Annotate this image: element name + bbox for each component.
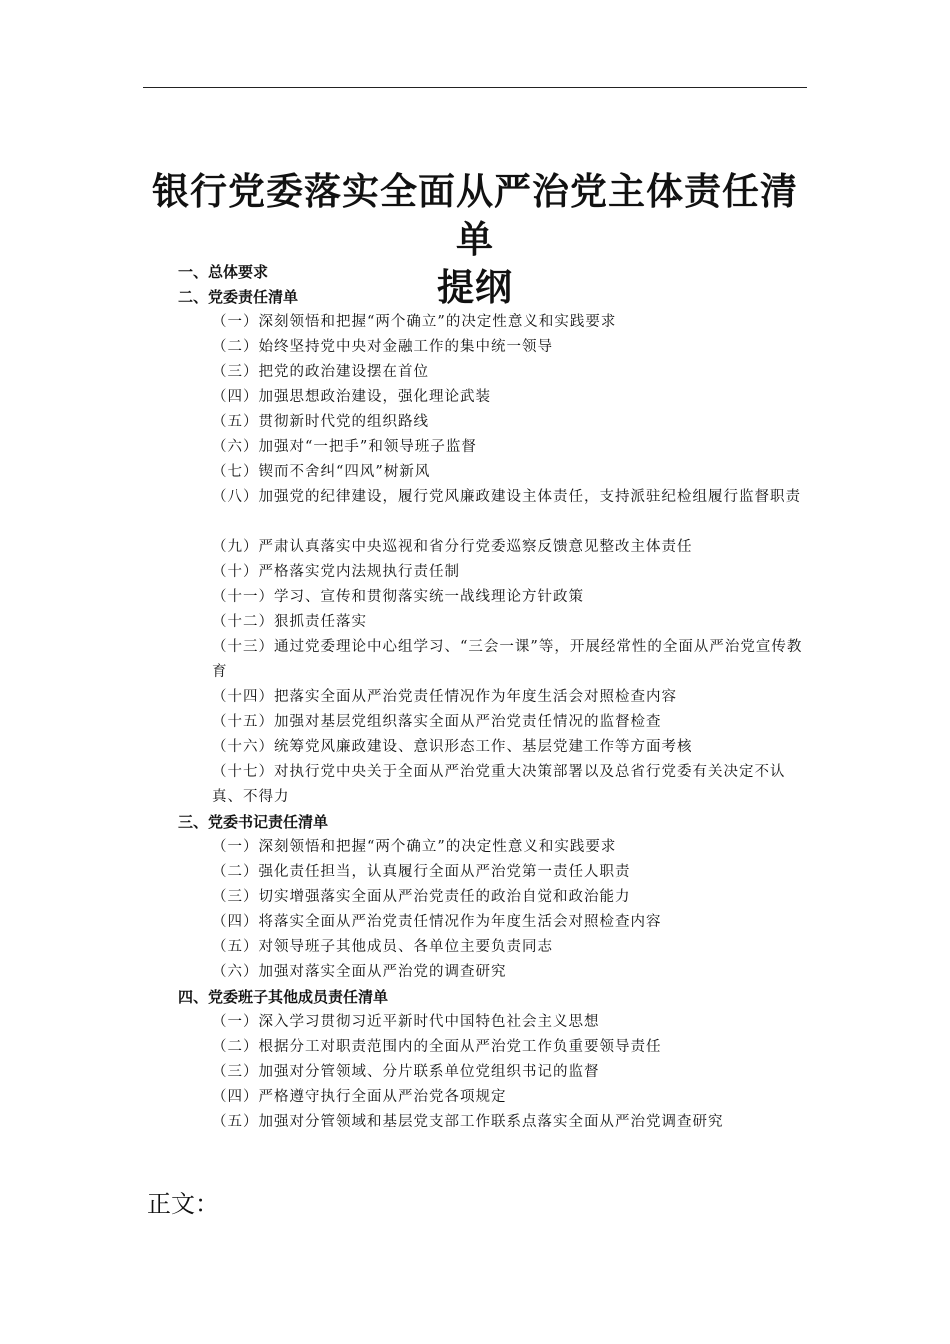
header-rule (143, 87, 807, 88)
list-item: （三）加强对分管领域、分片联系单位党组织书记的监督 (212, 1064, 600, 1080)
list-item: （一）深刻领悟和把握“两个确立”的决定性意义和实践要求 (212, 314, 617, 330)
list-item: （六）加强对落实全面从严治党的调查研究 (212, 964, 507, 980)
list-item: （十一）学习、宣传和贯彻落实统一战线理论方针政策 (212, 589, 584, 605)
list-item: （六）加强对“一把手”和领导班子监督 (212, 439, 477, 455)
body-label: 正文： (147, 1190, 219, 1218)
list-item: （三）把党的政治建设摆在首位 (212, 364, 429, 380)
list-item: （一）深刻领悟和把握“两个确立”的决定性意义和实践要求 (212, 839, 617, 855)
list-item: （九）严肃认真落实中央巡视和省分行党委巡察反馈意见整改主体责任 (212, 539, 693, 555)
list-item: （四）加强思想政治建设，强化理论武装 (212, 389, 491, 405)
list-item: （八）加强党的纪律建设，履行党风廉政建设主体责任，支持派驻纪检组履行监督职责 (212, 489, 801, 505)
section-heading: 二、党委责任清单 (178, 288, 299, 306)
list-item: （十六）统筹党风廉政建设、意识形态工作、基层党建工作等方面考核 (212, 739, 693, 755)
list-item: （五）贯彻新时代党的组织路线 (212, 414, 429, 430)
section-heading: 四、党委班子其他成员责任清单 (178, 988, 389, 1006)
list-item: （十四）把落实全面从严治党责任情况作为年度生活会对照检查内容 (212, 689, 677, 705)
list-item: （七）锲而不舍纠“四风”树新风 (212, 464, 431, 480)
list-item: （二）根据分工对职责范围内的全面从严治党工作负重要领导责任 (212, 1039, 662, 1055)
list-item: （十三）通过党委理论中心组学习、“三会一课”等，开展经常性的全面从严治党宣传教育 (212, 639, 803, 680)
list-item: （十五）加强对基层党组织落实全面从严治党责任情况的监督检查 (212, 714, 662, 730)
title-line-2: 提纲 (437, 266, 513, 309)
list-item: （五）加强对分管领域和基层党支部工作联系点落实全面从严治党调查研究 (212, 1114, 724, 1130)
title-line-1: 银行党委落实全面从严治党主体责任清单 (152, 170, 798, 261)
list-item: （十二）狠抓责任落实 (212, 614, 367, 630)
list-item: （一）深入学习贯彻习近平新时代中国特色社会主义思想 (212, 1014, 600, 1030)
list-item: （二）始终坚持党中央对金融工作的集中统一领导 (212, 339, 553, 355)
list-item: （十）严格落实党内法规执行责任制 (212, 564, 460, 580)
list-item: （三）切实增强落实全面从严治党责任的政治自觉和政治能力 (212, 889, 631, 905)
list-item: （五）对领导班子其他成员、各单位主要负责同志 (212, 939, 553, 955)
list-item: （十七）对执行党中央关于全面从严治党重大决策部署以及总省行党委有关决定不认真、不得力 (212, 764, 786, 805)
section-heading: 一、总体要求 (178, 263, 269, 281)
list-item: （二）强化责任担当，认真履行全面从严治党第一责任人职责 (212, 864, 631, 880)
section-heading: 三、党委书记责任清单 (178, 813, 329, 831)
list-item: （四）将落实全面从严治党责任情况作为年度生活会对照检查内容 (212, 914, 662, 930)
list-item: （四）严格遵守执行全面从严治党各项规定 (212, 1089, 507, 1105)
